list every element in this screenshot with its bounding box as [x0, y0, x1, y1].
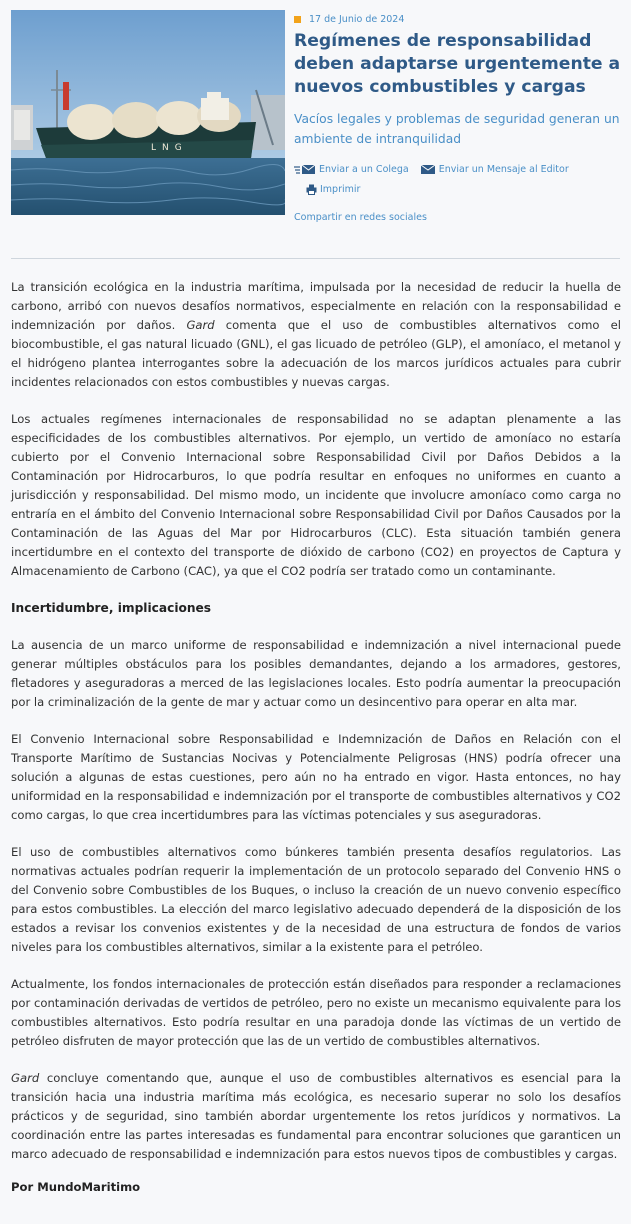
- gard-mention: Gard: [186, 318, 215, 332]
- gard-mention-2: Gard: [11, 1071, 40, 1085]
- paragraph-6: Actualmente, los fondos internacionales de protección están diseñados para responder a reclamaciones por contaminación derivadas de vertidos de petróleo, pero no existe un mecanismo equivalente para los combustibles alternativos. Esto podría resultar en una paradoja donde las víctimas de un vertido de petróleo disfruten de mayor protección que las de un vertido de combustibles alternativos.: [11, 977, 621, 1048]
- print-link[interactable]: [306, 184, 360, 195]
- header-divider: [11, 258, 620, 259]
- paragraph-2: Los actuales regímenes internacionales de responsabilidad no se adaptan plenamente a las especificidades de los combustibles alternativos. Por ejemplo, un vertido de amoníaco no estaría cubierto por el Convenio Internacional sobre Responsabilidad Civil por Daños Debidos a la Contaminación por Hidrocarburos, lo que podría resultar en enfoques no uniformes en cuanto a jurisdicción y responsabilidad. Del mismo modo, un incidente que involucre amoníaco como carga no entraría en el ámbito del Convenio Internacional sobre Responsabilidad Civil por Daños Causados por la Contaminación de las Aguas del Mar por Hidrocarburos (CLC). Esta situación también genera incertidumbre en el contexto del transporte de dióxido de carbono (CO2) en proyectos de Captura y Almacenamiento de Carbono (CAC), ya que el CO2 podría ser tratado como un contaminante.: [11, 412, 621, 578]
- article-hero-image: [11, 10, 285, 215]
- article-date: 17 de Junio de 2024: [309, 13, 405, 25]
- article-meta: [294, 12, 624, 149]
- svg-text:LNG: LNG: [151, 143, 188, 153]
- send-to-colleague-link[interactable]: [294, 164, 409, 175]
- section-heading: Incertidumbre, implicaciones: [11, 601, 212, 615]
- paragraph-3: La ausencia de un marco uniforme de responsabilidad e indemnización a nivel internacional puede generar múltiples obstáculos para los posibles demandantes, dejando a los armadores, gestores, fletadores y aseguradoras a merced de las legislaciones locales. Esto podría aumentar la preocupación por la criminalización de la gente de mar y actuar como un desincentivo para operar en alta mar.: [11, 638, 621, 709]
- article-actions: [294, 162, 624, 196]
- article-byline: Por MundoMaritimo: [11, 1180, 141, 1194]
- print-row: [306, 182, 624, 196]
- send-to-editor-label: Enviar un Mensaje al Editor: [438, 163, 569, 175]
- paragraph-7: Gard concluye comentando que, aunque el uso de combustibles alternativos es esencial para la transición hacia una industria marítima más ecológica, es necesario superar no solo los desafíos prácticos y de seguridad, sino también abordar urgentemente los retos jurídicos y normativos. La coordinación entre las partes interesadas es fundamental para encontrar soluciones que garanticen un marco adecuado de responsabilidad e indemnización para estos nuevos tipos de combustibles y cargas.: [11, 1071, 621, 1161]
- paragraph-1: La transición ecológica en la industria marítima, impulsada por la necesidad de reducir la huella de carbono, arribó con nuevos desafíos normativos, especialmente en relación con la responsabilidad e indemnización por daños. Gard comenta que el uso de combustibles alternativos como el biocombustible, el gas natural licuado (GNL), el gas licuado de petróleo (GLP), el amoníaco, el metanol y el hidrógeno plantea interrogantes sobre la adecuación de los marcos jurídicos actuales para cubrir incidentes relacionados con estos combustibles y nuevas cargas.: [11, 280, 622, 389]
- article-body: [11, 278, 621, 1215]
- send-to-editor-link[interactable]: [420, 164, 569, 175]
- article-subtitle: Vacíos legales y problemas de seguridad generan un ambiente de intranquilidad: [294, 112, 620, 146]
- action-row: [294, 162, 624, 176]
- send-to-colleague-icon: [294, 164, 316, 175]
- printer-icon: [306, 184, 317, 195]
- paragraph-4: El Convenio Internacional sobre Responsabilidad e Indemnización de Daños en Relación con el Transporte Marítimo de Sustancias Nocivas y Potencialmente Peligrosas (HNS) podría ofrecer una solución a algunas de estas cuestiones, pero aún no ha entrado en vigor. Hasta entonces, no hay uniformidad en la responsabilidad e indemnización por el transporte de combustibles alternativos y CO2 como cargas, lo que crea incertidumbres para las víctimas potenciales y sus aseguradoras.: [11, 732, 621, 822]
- send-to-colleague-label: Enviar a un Colega: [319, 163, 409, 175]
- article-title: Regímenes de responsabilidad deben adaptarse urgentemente a nuevos combustibles y cargas: [294, 31, 621, 97]
- date-row: [294, 12, 624, 26]
- share-social-link[interactable]: Compartir en redes sociales: [294, 212, 427, 223]
- print-label: Imprimir: [320, 183, 361, 195]
- envelope-icon: [420, 164, 436, 175]
- date-marker: [294, 16, 301, 23]
- paragraph-5: El uso de combustibles alternativos como búnkeres también presenta desafíos regulatorios. Las normativas actuales podrían requerir la implementación de un protocolo separado del Convenio HNS o del Convenio sobre Combustibles de los Buques, o incluso la creación de un nuevo convenio específico para estos combustibles. La elección del marco legislativo adecuado dependerá de la disposición de los estados a revisar los convenios existentes y de la necesidad de una estructura de fondos de varios niveles para los combustibles alternativos, similar a la existente para el petróleo.: [11, 845, 621, 954]
